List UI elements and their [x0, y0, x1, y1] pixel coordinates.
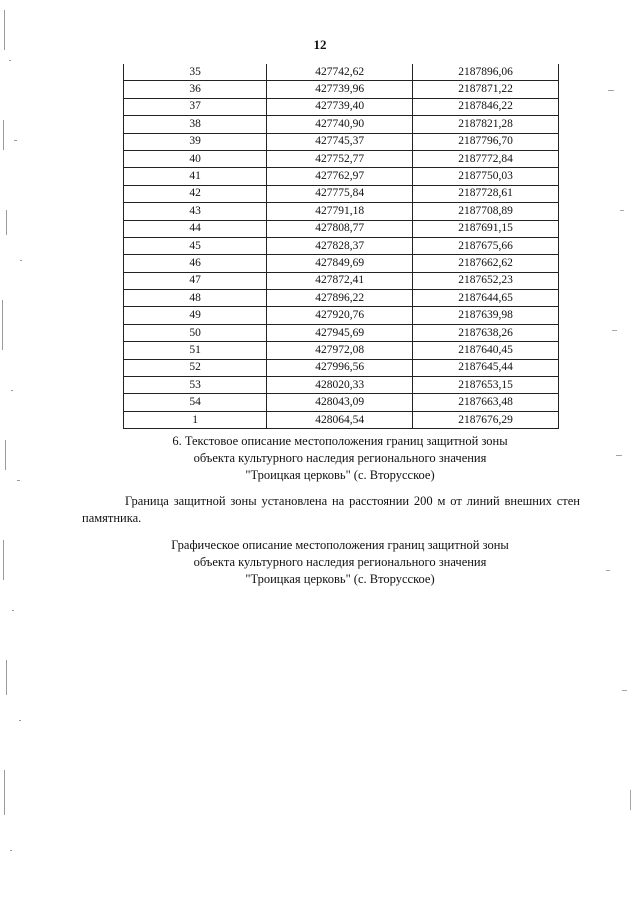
- y-coordinate-cell: 2187691,15: [413, 220, 559, 237]
- table-row: [124, 342, 559, 359]
- table-row: [124, 185, 559, 202]
- x-coordinate-cell: 427762,97: [267, 168, 413, 185]
- text-description-heading: [80, 433, 600, 484]
- point-number-cell: 36: [124, 81, 267, 98]
- point-number-cell: 1: [124, 411, 267, 428]
- point-number-cell: 50: [124, 324, 267, 341]
- table-row: [124, 272, 559, 289]
- table-row: [124, 116, 559, 133]
- x-coordinate-cell: 427896,22: [267, 290, 413, 307]
- table-row: [124, 377, 559, 394]
- table-row: [124, 411, 559, 428]
- x-coordinate-cell: 427791,18: [267, 203, 413, 220]
- boundary-paragraph: Граница защитной зоны установлена на расстоянии 200 м от линий внешних стен памятника.: [82, 494, 580, 525]
- point-number-cell: 42: [124, 185, 267, 202]
- y-coordinate-cell: 2187846,22: [413, 98, 559, 115]
- table-row: [124, 64, 559, 81]
- x-coordinate-cell: 427742,62: [267, 64, 413, 81]
- table-row: [124, 255, 559, 272]
- point-number-cell: 53: [124, 377, 267, 394]
- x-coordinate-cell: 427872,41: [267, 272, 413, 289]
- point-number-cell: 48: [124, 290, 267, 307]
- y-coordinate-cell: 2187728,61: [413, 185, 559, 202]
- table-row: [124, 168, 559, 185]
- y-coordinate-cell: 2187796,70: [413, 133, 559, 150]
- y-coordinate-cell: 2187871,22: [413, 81, 559, 98]
- table-row: [124, 237, 559, 254]
- heading-line: "Троицкая церковь" (с. Вторусское): [245, 572, 435, 586]
- table-row: [124, 307, 559, 324]
- point-number-cell: 51: [124, 342, 267, 359]
- point-number-cell: 52: [124, 359, 267, 376]
- y-coordinate-cell: 2187640,45: [413, 342, 559, 359]
- heading-line: объекта культурного наследия регионального значения: [193, 451, 487, 465]
- y-coordinate-cell: 2187662,62: [413, 255, 559, 272]
- point-number-cell: 46: [124, 255, 267, 272]
- point-number-cell: 38: [124, 116, 267, 133]
- y-coordinate-cell: 2187663,48: [413, 394, 559, 411]
- page-number: 12: [313, 37, 327, 52]
- table-row: [124, 150, 559, 167]
- table-row: [124, 220, 559, 237]
- point-number-cell: 35: [124, 64, 267, 81]
- table-row: [124, 203, 559, 220]
- point-number-cell: 40: [124, 150, 267, 167]
- coordinates-table: [123, 64, 559, 429]
- table-row: [124, 359, 559, 376]
- table-row: [124, 394, 559, 411]
- x-coordinate-cell: 428043,09: [267, 394, 413, 411]
- y-coordinate-cell: 2187653,15: [413, 377, 559, 394]
- x-coordinate-cell: 427775,84: [267, 185, 413, 202]
- table-row: [124, 133, 559, 150]
- x-coordinate-cell: 427996,56: [267, 359, 413, 376]
- point-number-cell: 47: [124, 272, 267, 289]
- y-coordinate-cell: 2187639,98: [413, 307, 559, 324]
- table-row: [124, 324, 559, 341]
- heading-line: Графическое описание местоположения границ защитной зоны: [171, 538, 509, 552]
- x-coordinate-cell: 427740,90: [267, 116, 413, 133]
- x-coordinate-cell: 427739,40: [267, 98, 413, 115]
- x-coordinate-cell: 427828,37: [267, 237, 413, 254]
- table-row: [124, 290, 559, 307]
- x-coordinate-cell: 428020,33: [267, 377, 413, 394]
- y-coordinate-cell: 2187750,03: [413, 168, 559, 185]
- y-coordinate-cell: 2187821,28: [413, 116, 559, 133]
- point-number-cell: 44: [124, 220, 267, 237]
- y-coordinate-cell: 2187638,26: [413, 324, 559, 341]
- y-coordinate-cell: 2187652,23: [413, 272, 559, 289]
- table-row: [124, 98, 559, 115]
- x-coordinate-cell: 428064,54: [267, 411, 413, 428]
- point-number-cell: 43: [124, 203, 267, 220]
- scan-margin-noise-right: [600, 0, 640, 905]
- point-number-cell: 39: [124, 133, 267, 150]
- x-coordinate-cell: 427945,69: [267, 324, 413, 341]
- point-number-cell: 45: [124, 237, 267, 254]
- x-coordinate-cell: 427739,96: [267, 81, 413, 98]
- x-coordinate-cell: 427752,77: [267, 150, 413, 167]
- y-coordinate-cell: 2187644,65: [413, 290, 559, 307]
- point-number-cell: 37: [124, 98, 267, 115]
- heading-line: объекта культурного наследия регионального значения: [193, 555, 487, 569]
- point-number-cell: 49: [124, 307, 267, 324]
- y-coordinate-cell: 2187675,66: [413, 237, 559, 254]
- point-number-cell: 41: [124, 168, 267, 185]
- y-coordinate-cell: 2187772,84: [413, 150, 559, 167]
- x-coordinate-cell: 427849,69: [267, 255, 413, 272]
- y-coordinate-cell: 2187708,89: [413, 203, 559, 220]
- x-coordinate-cell: 427745,37: [267, 133, 413, 150]
- x-coordinate-cell: 427920,76: [267, 307, 413, 324]
- point-number-cell: 54: [124, 394, 267, 411]
- table-row: [124, 81, 559, 98]
- y-coordinate-cell: 2187645,44: [413, 359, 559, 376]
- x-coordinate-cell: 427808,77: [267, 220, 413, 237]
- y-coordinate-cell: 2187676,29: [413, 411, 559, 428]
- graphic-description-heading: [80, 537, 600, 588]
- y-coordinate-cell: 2187896,06: [413, 64, 559, 81]
- scan-margin-noise-left: [0, 0, 40, 905]
- x-coordinate-cell: 427972,08: [267, 342, 413, 359]
- heading-line: "Троицкая церковь" (с. Вторусское): [245, 468, 435, 482]
- heading-line: 6. Текстовое описание местоположения границ защитной зоны: [172, 434, 508, 448]
